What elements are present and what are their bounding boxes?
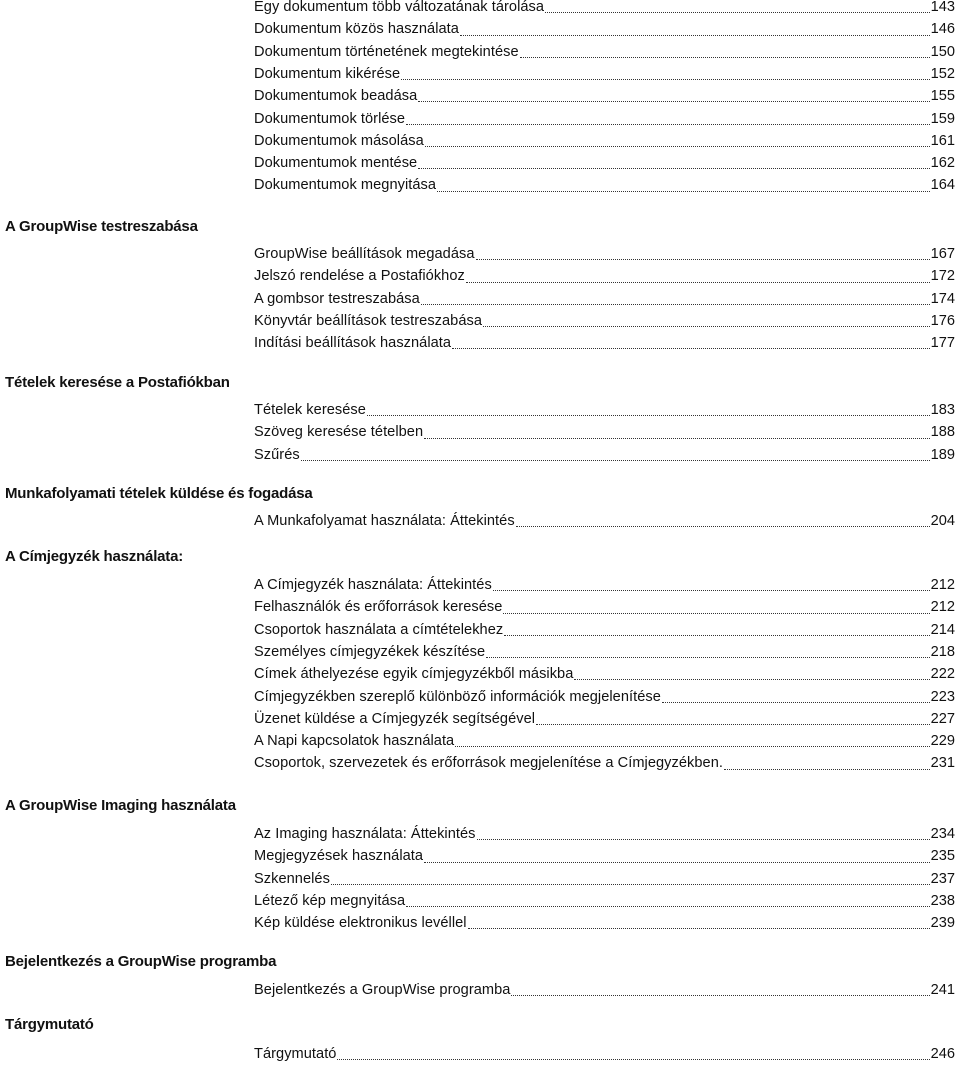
toc-entry[interactable] [254, 152, 955, 174]
toc-entry[interactable] [254, 310, 955, 332]
toc-entry[interactable] [254, 85, 955, 107]
toc-entry-title: Címek áthelyezése egyik címjegyzékből másikba [254, 666, 574, 683]
toc-entry-title: Jelszó rendelése a Postafiókhoz [254, 268, 465, 285]
toc-entry-page-number: 238 [930, 892, 955, 909]
dot-leader [421, 304, 930, 305]
toc-entry-page-number: 223 [930, 688, 955, 705]
toc-entry[interactable] [254, 619, 955, 641]
toc-entry-title: Könyvtár beállítások testreszabása [254, 312, 483, 329]
toc-entry-title: Üzenet küldése a Címjegyzék segítségével [254, 710, 536, 727]
dot-leader [466, 282, 930, 283]
dot-leader [406, 124, 930, 125]
toc-entry[interactable] [254, 686, 955, 708]
dot-leader [425, 146, 930, 147]
dot-leader [545, 12, 930, 13]
toc-entry-page-number: 218 [930, 643, 955, 660]
toc-entry-page-number: 152 [930, 65, 955, 82]
toc-entry[interactable] [254, 444, 955, 466]
toc-entry-title: Csoportok használata a címtételekhez [254, 621, 504, 638]
toc-entry-page-number: 235 [930, 848, 955, 865]
toc-entry-page-number: 143 [930, 0, 955, 15]
toc-entry-page-number: 188 [930, 424, 955, 441]
dot-leader [331, 884, 930, 885]
toc-entry-title: Tételek keresése [254, 402, 366, 418]
toc-entry-title: Dokumentumok beadása [254, 88, 418, 105]
dot-leader [486, 657, 930, 658]
toc-entry[interactable] [254, 890, 955, 912]
toc-entry-title: Szűrés [254, 446, 300, 463]
dot-leader [418, 101, 929, 102]
dot-leader [460, 35, 930, 36]
toc-entry[interactable] [254, 108, 955, 130]
dot-leader [477, 839, 930, 840]
toc-entry-page-number: 231 [930, 755, 955, 772]
toc-entry[interactable] [254, 823, 955, 845]
toc-entry-page-number: 174 [930, 290, 955, 307]
section-heading: Tételek keresése a Postafiókban [5, 374, 230, 391]
dot-leader [493, 590, 930, 591]
toc-entry[interactable] [254, 265, 955, 287]
dot-leader [536, 724, 930, 725]
toc-entry-page-number: 204 [930, 513, 955, 529]
toc-entry-page-number: 176 [930, 312, 955, 329]
toc-entry-page-number: 146 [930, 21, 955, 38]
toc-entry-page-number: 155 [930, 88, 955, 105]
toc-entry-page-number: 234 [930, 826, 955, 842]
toc-entry[interactable] [254, 41, 955, 63]
toc-entry-title: Dokumentumok megnyitása [254, 177, 437, 194]
toc-entry-title: Dokumentumok mentése [254, 155, 418, 172]
toc-entry[interactable] [254, 663, 955, 685]
section-heading: A GroupWise Imaging használata [5, 797, 236, 814]
toc-entry[interactable] [254, 596, 955, 618]
toc-entry[interactable] [254, 421, 955, 443]
toc-entry[interactable] [254, 730, 955, 752]
toc-entry[interactable] [254, 912, 955, 934]
toc-entry-page-number: 246 [930, 1046, 955, 1062]
dot-leader [437, 191, 930, 192]
dot-leader [574, 679, 929, 680]
toc-entry-title: Indítási beállítások használata [254, 335, 452, 352]
toc-entry-title: GroupWise beállítások megadása [254, 246, 475, 262]
dot-leader [406, 906, 930, 907]
dot-leader [424, 438, 930, 439]
toc-entry-page-number: 161 [930, 132, 955, 149]
toc-entry[interactable] [254, 63, 955, 85]
dot-leader [401, 79, 930, 80]
dot-leader [455, 746, 929, 747]
toc-entry-title: Dokumentum történetének megtekintése [254, 43, 519, 60]
dot-leader [662, 702, 930, 703]
toc-entry[interactable] [254, 708, 955, 730]
toc-entry-title: Szkennelés [254, 870, 330, 887]
toc-entry[interactable] [254, 243, 955, 265]
toc-entry[interactable] [254, 18, 955, 40]
toc-entry-page-number: 167 [930, 246, 955, 262]
dot-leader [452, 348, 930, 349]
dot-leader [724, 769, 930, 770]
dot-leader [301, 460, 930, 461]
section-heading: A Címjegyzék használata: [5, 548, 184, 565]
toc-entry-title: Létező kép megnyitása [254, 892, 406, 909]
section-heading: Munkafolyamati tételek küldése és fogadása [5, 485, 313, 502]
toc-entry-page-number: 164 [930, 177, 955, 194]
dot-leader [418, 168, 929, 169]
toc-entry-page-number: 222 [930, 666, 955, 683]
toc-entry-page-number: 239 [930, 915, 955, 932]
toc-entry[interactable] [254, 752, 955, 774]
toc-entry-page-number: 229 [930, 733, 955, 750]
toc-entry-page-number: 214 [930, 621, 955, 638]
toc-entry-page-number: 172 [930, 268, 955, 285]
toc-entry-title: Egy dokumentum több változatának tárolása [254, 0, 545, 15]
toc-entry-title: Megjegyzések használata [254, 848, 424, 865]
toc-entry[interactable] [254, 574, 955, 596]
toc-entry-title: A Címjegyzék használata: Áttekintés [254, 577, 492, 593]
toc-entry-title: Felhasználók és erőforrások keresése [254, 599, 503, 616]
toc-entry-title: A Munkafolyamat használata: Áttekintés [254, 513, 515, 529]
dot-leader [483, 326, 930, 327]
toc-entry[interactable] [254, 174, 955, 196]
toc-entry[interactable] [254, 868, 955, 890]
toc-entry[interactable] [254, 288, 955, 310]
toc-entry-title: Dokumentumok másolása [254, 132, 424, 149]
toc-entry[interactable] [254, 0, 955, 18]
toc-entry-title: Dokumentum kikérése [254, 65, 401, 82]
toc-entry-title: Szöveg keresése tételben [254, 424, 424, 441]
toc-entry-title: Dokumentumok törlése [254, 110, 406, 127]
toc-entry[interactable] [254, 399, 955, 421]
toc-entry-page-number: 189 [930, 446, 955, 463]
dot-leader [424, 862, 930, 863]
toc-entry-page-number: 241 [930, 982, 955, 998]
toc-entry-title: Kép küldése elektronikus levéllel [254, 915, 467, 932]
toc-entry-page-number: 212 [930, 577, 955, 593]
dot-leader [520, 57, 930, 58]
dot-leader [511, 995, 929, 996]
toc-entry-title: Az Imaging használata: Áttekintés [254, 826, 476, 842]
section-heading: Bejelentkezés a GroupWise programba [5, 953, 277, 970]
dot-leader [337, 1059, 929, 1060]
toc-entry-page-number: 177 [930, 335, 955, 352]
toc-entry-page-number: 227 [930, 710, 955, 727]
dot-leader [367, 415, 930, 416]
toc-entry-title: Dokumentum közös használata [254, 21, 459, 38]
section-heading: Tárgymutató [5, 1016, 94, 1033]
toc-entry-title: Címjegyzékben szereplő különböző információk megjelenítése [254, 688, 661, 705]
toc-entry-title: Csoportok, szervezetek és erőforrások megjelenítése a Címjegyzékben. [254, 755, 723, 772]
toc-entry-page-number: 237 [930, 870, 955, 887]
toc-entry[interactable] [254, 845, 955, 867]
toc-entry[interactable] [254, 332, 955, 354]
dot-leader [476, 259, 930, 260]
toc-entry-title: A gombsor testreszabása [254, 290, 420, 307]
toc-entry-title: A Napi kapcsolatok használata [254, 733, 455, 750]
dot-leader [468, 928, 930, 929]
toc-entry[interactable] [254, 130, 955, 152]
dot-leader [516, 526, 930, 527]
toc-entry-page-number: 212 [930, 599, 955, 616]
toc-entry-page-number: 150 [930, 43, 955, 60]
toc-entry-title: Személyes címjegyzékek készítése [254, 643, 486, 660]
toc-entry-page-number: 162 [930, 155, 955, 172]
toc-entry-title: Bejelentkezés a GroupWise programba [254, 982, 511, 998]
toc-entry-page-number: 183 [930, 402, 955, 418]
dot-leader [503, 613, 929, 614]
dot-leader [504, 635, 929, 636]
section-heading: A GroupWise testreszabása [5, 218, 198, 235]
toc-entry[interactable] [254, 510, 955, 532]
toc-entry-page-number: 159 [930, 110, 955, 127]
toc-entry[interactable] [254, 979, 955, 1001]
toc-entry[interactable] [254, 1043, 955, 1065]
toc-entry[interactable] [254, 641, 955, 663]
toc-entry-title: Tárgymutató [254, 1046, 337, 1062]
